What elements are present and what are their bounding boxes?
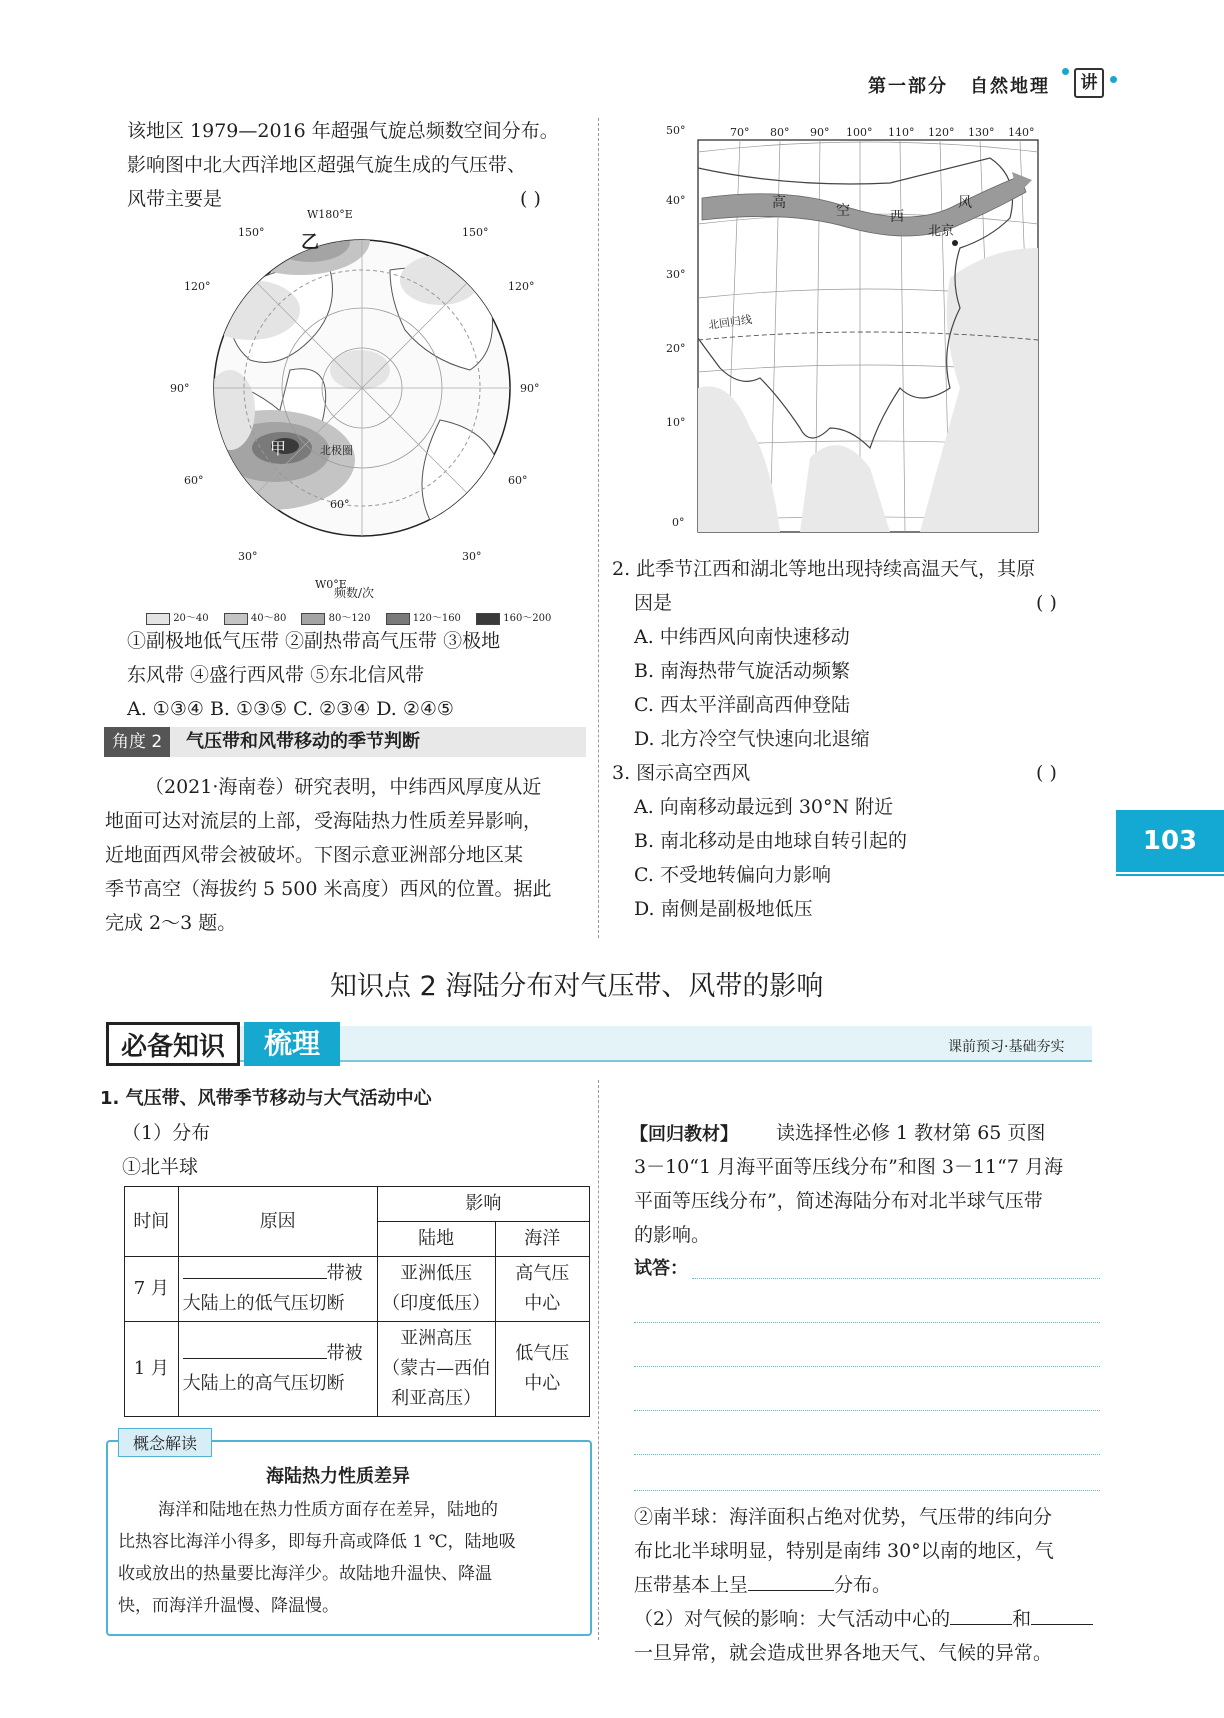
band-char: 西 — [890, 209, 904, 225]
cell-ocean — [495, 1257, 589, 1322]
lon-label: 140° — [1008, 126, 1035, 139]
angle2-title: 气压带和风带移动的季节判断 — [186, 731, 420, 752]
south-line: 布比北半球明显，特别是南纬 30°以南的地区，气 — [634, 1540, 1054, 1562]
q3-option: C. 不受地转偏向力影响 — [634, 864, 831, 886]
climate-text: 和 — [1012, 1608, 1032, 1630]
intro-line-1: 该地区 1979—2016 年超强气旋总频数空间分布。 — [127, 120, 559, 142]
ribbon-left: 必备知识 — [106, 1022, 240, 1066]
arctic-circle-label: 北极圈 — [320, 444, 353, 457]
section1-sub1: （1）分布 — [122, 1122, 211, 1144]
legend-swatch — [386, 613, 410, 625]
lon-label: 150° — [238, 226, 265, 239]
concept-tab: 概念解读 — [118, 1428, 212, 1457]
q2-option: C. 西太平洋副高西伸登陆 — [634, 694, 850, 716]
region-label-jia: 甲 — [270, 439, 287, 458]
answer-line[interactable] — [634, 1490, 1100, 1491]
column-divider-lower — [598, 1080, 599, 1640]
ribbon-tag: 课前预习·基础夯实 — [948, 1039, 1065, 1055]
climate-line-1 — [634, 1602, 1093, 1636]
book-icon: 讲 — [1074, 68, 1104, 98]
q1-choices-2: 东风带 ④盛行西风带 ⑤东北信风带 — [127, 664, 425, 686]
map-legend — [146, 606, 561, 625]
blank-line[interactable] — [748, 1590, 834, 1591]
legend-swatch — [476, 613, 500, 625]
q3-option: B. 南北移动是由地球自转引起的 — [634, 830, 908, 852]
cell-reason — [178, 1322, 377, 1417]
intro-line-3: 风带主要是 — [127, 188, 223, 210]
answer-line[interactable] — [634, 1322, 1100, 1323]
south-line-3 — [634, 1568, 891, 1602]
legend-label: 120～160 — [412, 613, 461, 624]
lon-label: 60° — [184, 474, 204, 487]
q3-stem: 3. 图示高空西风 — [612, 762, 751, 784]
cell-land — [377, 1322, 495, 1417]
lat-label: 20° — [666, 342, 686, 355]
band-char: 高 — [772, 195, 786, 211]
th-land: 陆地 — [377, 1222, 495, 1257]
ocean-text: 低气压 — [515, 1343, 570, 1364]
q1-options: A. ①③④ B. ①③⑤ C. ②③④ D. ②④⑤ — [127, 698, 454, 720]
q3-option: A. 向南移动最远到 30°N 附近 — [634, 796, 894, 818]
passage-line: （2021·海南卷）研究表明，中纬西风厚度从近 — [145, 776, 542, 798]
lat-label: 10° — [666, 416, 686, 429]
table-row — [125, 1322, 590, 1417]
lat-label: 0° — [672, 516, 685, 529]
q2-option: A. 中纬西风向南快速移动 — [634, 626, 850, 648]
answer-paren-q3: ( ) — [1036, 762, 1057, 784]
q2-option: B. 南海热带气旋活动频繁 — [634, 660, 851, 682]
lat-label: 50° — [666, 124, 686, 137]
q2-stem-1: 2. 此季节江西和湖北等地出现持续高温天气，其原 — [612, 558, 1036, 580]
lon-label: 90° — [170, 382, 190, 395]
try-label: 试答： — [634, 1258, 688, 1279]
answer-line[interactable] — [634, 1454, 1100, 1455]
cell-reason — [178, 1257, 377, 1322]
blank-line[interactable] — [183, 1358, 327, 1359]
concept-line: 海洋和陆地在热力性质方面存在差异，陆地的 — [158, 1500, 498, 1520]
answer-line[interactable] — [634, 1366, 1100, 1367]
lat-label-60: 60° — [330, 498, 350, 511]
answer-paren-q1: ( ) — [520, 188, 541, 210]
header-subject: 自然地理 — [970, 76, 1050, 97]
tropic-label: 北回归线 — [707, 312, 753, 332]
lon-label: 110° — [888, 126, 915, 139]
south-text: 压带基本上呈 — [634, 1574, 749, 1596]
label-w180e: W180°E — [307, 208, 353, 221]
th-reason: 原因 — [178, 1187, 377, 1257]
lon-label: 100° — [846, 126, 873, 139]
column-divider — [598, 118, 599, 938]
lon-label: 80° — [770, 126, 790, 139]
asia-map — [666, 124, 1045, 538]
q2-stem-2: 因是 — [634, 592, 673, 614]
land-text: （印度低压） — [382, 1293, 491, 1314]
concept-line: 快，而海洋升温慢、降温慢。 — [118, 1596, 339, 1616]
passage-line: 地面可达对流层的上部，受海陆热力性质差异影响， — [105, 810, 543, 832]
region-label-yi: 乙 — [301, 232, 319, 253]
legend-label: 40～80 — [250, 613, 287, 624]
blank-line[interactable] — [1031, 1624, 1093, 1625]
land-text: 亚洲低压 — [400, 1263, 473, 1284]
south-line: ②南半球：海洋面积占绝对优势，气压带的纬向分 — [634, 1506, 1053, 1528]
return-line: 的影响。 — [634, 1224, 711, 1246]
cell-ocean — [495, 1322, 589, 1417]
legend-swatch — [146, 613, 170, 625]
legend-label: 80～120 — [328, 613, 371, 624]
band-char: 风 — [958, 195, 972, 211]
return-line: 读选择性必修 1 教材第 65 页图 — [776, 1122, 1046, 1144]
lon-label: 120° — [928, 126, 955, 139]
angle2-badge: 角度 2 — [104, 727, 170, 757]
reason-text: 大陆上的高气压切断 — [182, 1373, 345, 1394]
lat-label: 30° — [666, 268, 686, 281]
lon-label: 30° — [238, 550, 258, 563]
answer-paren-q2: ( ) — [1036, 592, 1057, 614]
header-part: 第一部分 — [868, 76, 948, 97]
band-char: 空 — [836, 203, 850, 219]
lon-label: 30° — [462, 550, 482, 563]
header-dot-icon-2 — [1110, 76, 1117, 83]
ocean-text: 中心 — [524, 1293, 561, 1314]
lat-label: 40° — [666, 194, 686, 207]
lon-label: 60° — [508, 474, 528, 487]
ocean-text: 高气压 — [515, 1263, 570, 1284]
blank-line[interactable] — [950, 1624, 1012, 1625]
land-text: （蒙古—西伯 — [382, 1358, 491, 1379]
q1-choices-1: ①副极地低气压带 ②副热带高气压带 ③极地 — [127, 630, 501, 652]
section1-title: 1. 气压带、风带季节移动与大气活动中心 — [100, 1088, 432, 1109]
concept-line: 比热容比海洋小得多，即每升高或降低 1 ℃，陆地吸 — [118, 1532, 516, 1552]
reason-suffix: 带被 — [326, 1343, 363, 1364]
legend-label: 160～200 — [503, 613, 552, 624]
header-dot-icon — [1062, 68, 1069, 75]
return-line: 3－10“1 月海平面等压线分布”和图 3－11“7 月海 — [634, 1156, 1063, 1178]
reason-suffix: 带被 — [326, 1263, 363, 1284]
south-text: 分布。 — [834, 1574, 892, 1596]
legend-swatch — [224, 613, 248, 625]
polar-map — [170, 208, 550, 591]
passage-line: 季节高空（海拔约 5 500 米高度）西风的位置。据此 — [105, 878, 552, 900]
cell-land — [377, 1257, 495, 1322]
map-unit: 频数/次 — [334, 586, 375, 600]
concept-line: 收或放出的热量要比海洋少。故陆地升温快、降温 — [118, 1564, 492, 1584]
cell-time: 1 月 — [125, 1322, 179, 1417]
lon-label: 120° — [508, 280, 535, 293]
th-time: 时间 — [125, 1187, 179, 1257]
land-text: 亚洲高压 — [400, 1328, 473, 1349]
label-w0e: W0°E — [315, 578, 347, 591]
reason-text: 大陆上的低气压切断 — [182, 1293, 345, 1314]
lon-label: 120° — [184, 280, 211, 293]
knowledge-point-title: 知识点 2 海陆分布对气压带、风带的影响 — [330, 971, 824, 1002]
land-text: 利亚高压） — [391, 1388, 482, 1409]
return-line: 平面等压线分布”，简述海陆分布对北半球气压带 — [634, 1190, 1043, 1212]
legend-swatch — [301, 613, 325, 625]
climate-text: （2）对气候的影响：大气活动中心的 — [634, 1608, 951, 1630]
answer-line[interactable] — [634, 1410, 1100, 1411]
intro-line-2: 影响图中北大西洋地区超强气旋生成的气压带、 — [127, 154, 527, 176]
pressure-belt-table — [124, 1186, 590, 1417]
concept-title: 海陆热力性质差异 — [266, 1466, 410, 1487]
cell-time: 7 月 — [125, 1257, 179, 1322]
city-label-beijing: 北京 — [928, 224, 955, 239]
page-number-tab: 103 — [1116, 810, 1224, 872]
lon-label: 150° — [462, 226, 489, 239]
passage-line: 近地面西风带会被破坏。下图示意亚洲部分地区某 — [105, 844, 524, 866]
answer-line[interactable] — [692, 1278, 1100, 1279]
blank-line[interactable] — [183, 1278, 327, 1279]
ribbon-right: 梳理 — [244, 1022, 340, 1066]
section1-sub2: ①北半球 — [122, 1156, 199, 1178]
lon-label: 130° — [968, 126, 995, 139]
climate-line-2: 一旦异常，就会造成世界各地天气、气候的异常。 — [634, 1642, 1053, 1664]
lon-label: 90° — [520, 382, 540, 395]
lon-label: 90° — [810, 126, 830, 139]
lon-label: 70° — [730, 126, 750, 139]
q3-option: D. 南侧是副极地低压 — [634, 898, 813, 920]
legend-label: 20～40 — [173, 613, 209, 624]
page-tab-underline — [1116, 874, 1224, 876]
th-ocean: 海洋 — [495, 1222, 589, 1257]
ocean-text: 中心 — [524, 1373, 561, 1394]
return-label: 【回归教材】 — [630, 1124, 738, 1145]
passage-line: 完成 2～3 题。 — [105, 912, 237, 934]
th-effect: 影响 — [377, 1187, 589, 1222]
q2-option: D. 北方冷空气快速向北退缩 — [634, 728, 870, 750]
table-row — [125, 1257, 590, 1322]
